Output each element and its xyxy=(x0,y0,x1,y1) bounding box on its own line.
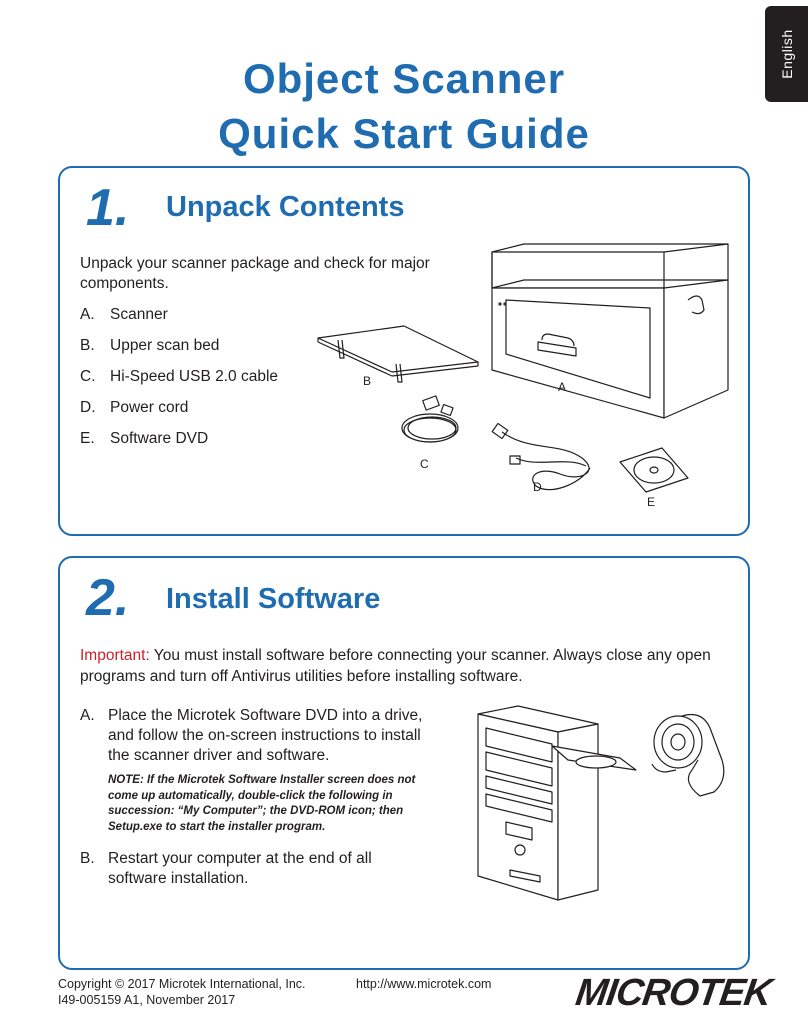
figure-label-d: D xyxy=(533,480,542,494)
step-2-heading: Install Software xyxy=(166,583,381,615)
step-2-number: 2. xyxy=(86,569,130,627)
figure-label-e: E xyxy=(647,495,656,509)
title-line-1: Object Scanner xyxy=(242,55,566,102)
language-label: English xyxy=(778,29,795,79)
unpack-intro: Unpack your scanner package and check for major components. xyxy=(80,255,430,292)
microtek-logo: MICROTEK xyxy=(573,972,774,1014)
component-item: D. Power cord xyxy=(80,399,189,416)
component-item: E. Software DVD xyxy=(80,430,209,447)
figure-label-a: A xyxy=(558,380,567,394)
component-item: A. Scanner xyxy=(80,306,168,323)
title-line-2: Quick Start Guide xyxy=(218,110,590,157)
step-a-text: Place the Microtek Software DVD into a drive, and follow the on-screen instructions to install the scanner driver and software. xyxy=(108,707,423,764)
scanner-drawing xyxy=(492,244,728,418)
step-1-heading: Unpack Contents xyxy=(166,191,405,223)
step-a-letter: A. xyxy=(80,707,95,724)
software-dvd-drawing xyxy=(620,448,688,492)
pc-dvd-illustration xyxy=(470,700,730,910)
usb-cable-drawing xyxy=(402,396,458,442)
component-item: B. Upper scan bed xyxy=(80,337,220,354)
step-b-text: Restart your computer at the end of all software installation. xyxy=(108,850,372,887)
important-text: You must install software before connecting your scanner. Always close any open programs and turn off Antivirus utilities before installing software. xyxy=(80,647,711,685)
document-id: I49-005159 A1, November 2017 xyxy=(58,993,236,1007)
install-note: NOTE: If the Microtek Software Installer screen does not come up automatically, double-click the following in succession: “My Computer”; the DVD-ROM icon; then Setup.exe to start the installer program. xyxy=(108,774,416,833)
component-item: C. Hi-Speed USB 2.0 cable xyxy=(80,368,279,385)
step-b-letter: B. xyxy=(80,850,95,867)
step-1-number: 1. xyxy=(86,179,130,237)
upper-scan-bed-drawing xyxy=(318,326,478,382)
copyright-text: Copyright © 2017 Microtek International, Inc. xyxy=(58,977,306,991)
important-label: Important: xyxy=(80,647,150,664)
figure-label-c: C xyxy=(420,457,429,471)
important-notice xyxy=(80,645,720,687)
website-link[interactable]: http://www.microtek.com xyxy=(356,977,492,991)
figure-label-b: B xyxy=(363,374,372,388)
